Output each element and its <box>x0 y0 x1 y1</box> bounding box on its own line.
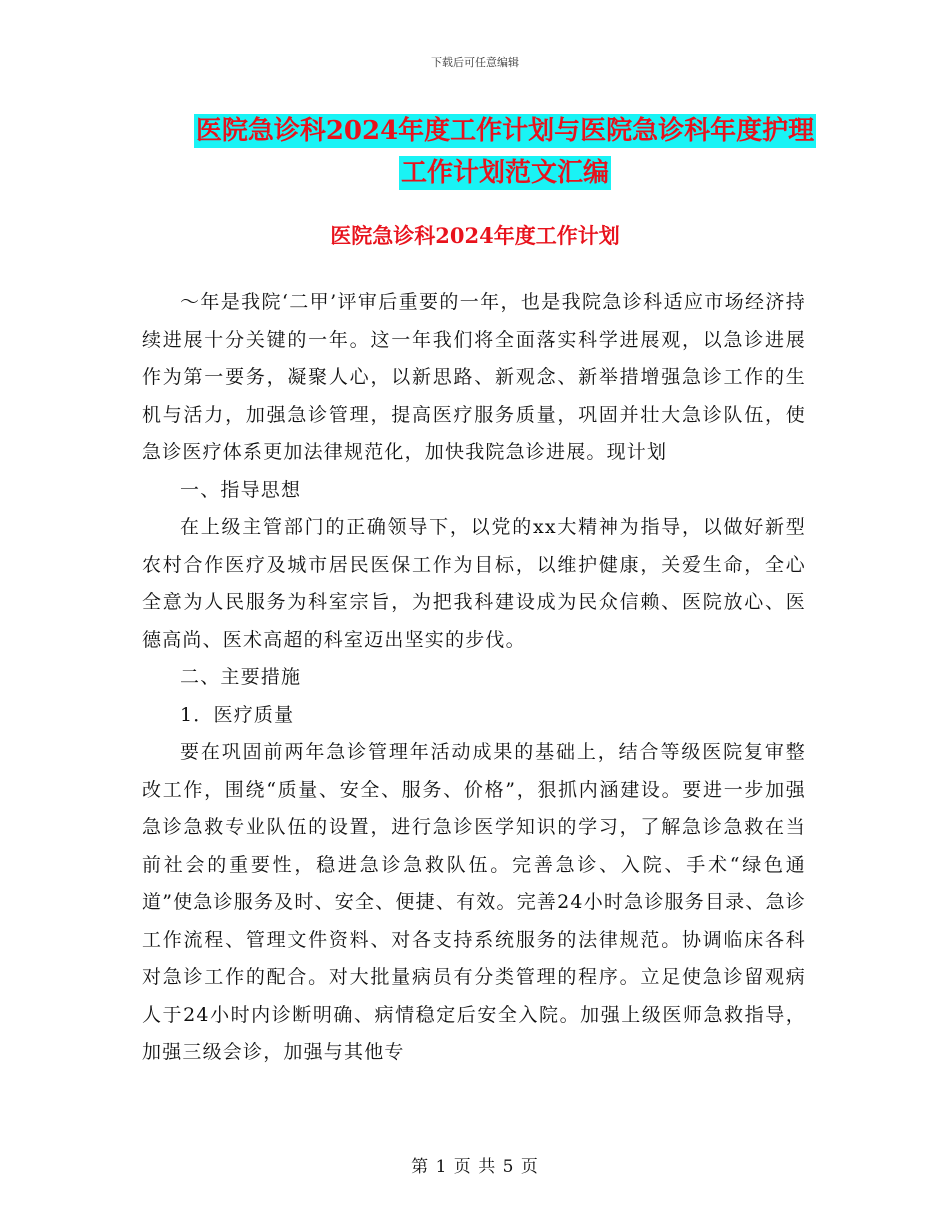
subheading-medical-quality: 1．医疗质量 <box>180 703 295 726</box>
header-note: 下载后可任意编辑 <box>431 56 519 69</box>
heading-guiding-ideology: 一、指导思想 <box>180 478 302 501</box>
paragraph-intro: ～年是我院‘二甲’评审后重要的一年，也是我院急诊科适应市场经济持续进展十分关键的一年。这一年我们将全面落实科学进展观，以急诊进展作为第一要务，凝聚人心，以新思路、新观念、新举措增强急诊工作的生机与活力，加强急诊管理，提高医疗服务质量，巩固并壮大急诊队伍，使急诊医疗体系更加法律规范化，加快我院急诊进展。现计划 <box>142 291 806 463</box>
paragraph-guiding-ideology: 在上级主管部门的正确领导下，以党的xx大精神为指导，以做好新型农村合作医疗及城市居民医保工作为目标，以维护健康，关爱生命，全心全意为人民服务为科室宗旨，为把我科建设成为民众信赖、医院放心、医德高尚、医术高超的科室迈出坚实的步伐。 <box>142 516 806 651</box>
heading-main-measures: 二、主要措施 <box>180 666 302 688</box>
document-title <box>185 110 825 194</box>
section-title: 医院急诊科2024年度工作计划 <box>330 223 620 248</box>
paragraph-medical-quality: 要在巩固前两年急诊管理年活动成果的基础上，结合等级医院复审整改工作，围绕“质量、安全、服务、价格”，狠抓内涵建设。要进一步加强急诊急救专业队伍的设置，进行急诊医学知识的学习，了解急诊急救在当前社会的重要性，稳进急诊急救队伍。完善急诊、入院、手术“绿色通道”使急诊服务及时、安全、便捷、有效。完善24小时急诊服务目录、急诊工作流程、管理文件资料、对各支持系统服务的法律规范。协调临床各科对急诊工作的配合。对大批量病员有分类管理的程序。立足使急诊留观病人于24小时内诊断明确、病情稳定后安全入院。加强上级医师急救指导，加强三级会诊，加强与其他专 <box>142 741 806 1063</box>
document-title-text: 医院急诊科2024年度工作计划与医院急诊科年度护理工作计划范文汇编 <box>195 116 815 188</box>
document-body <box>142 284 806 1072</box>
page-footer: 第 1 页 共 5 页 <box>411 1157 539 1177</box>
